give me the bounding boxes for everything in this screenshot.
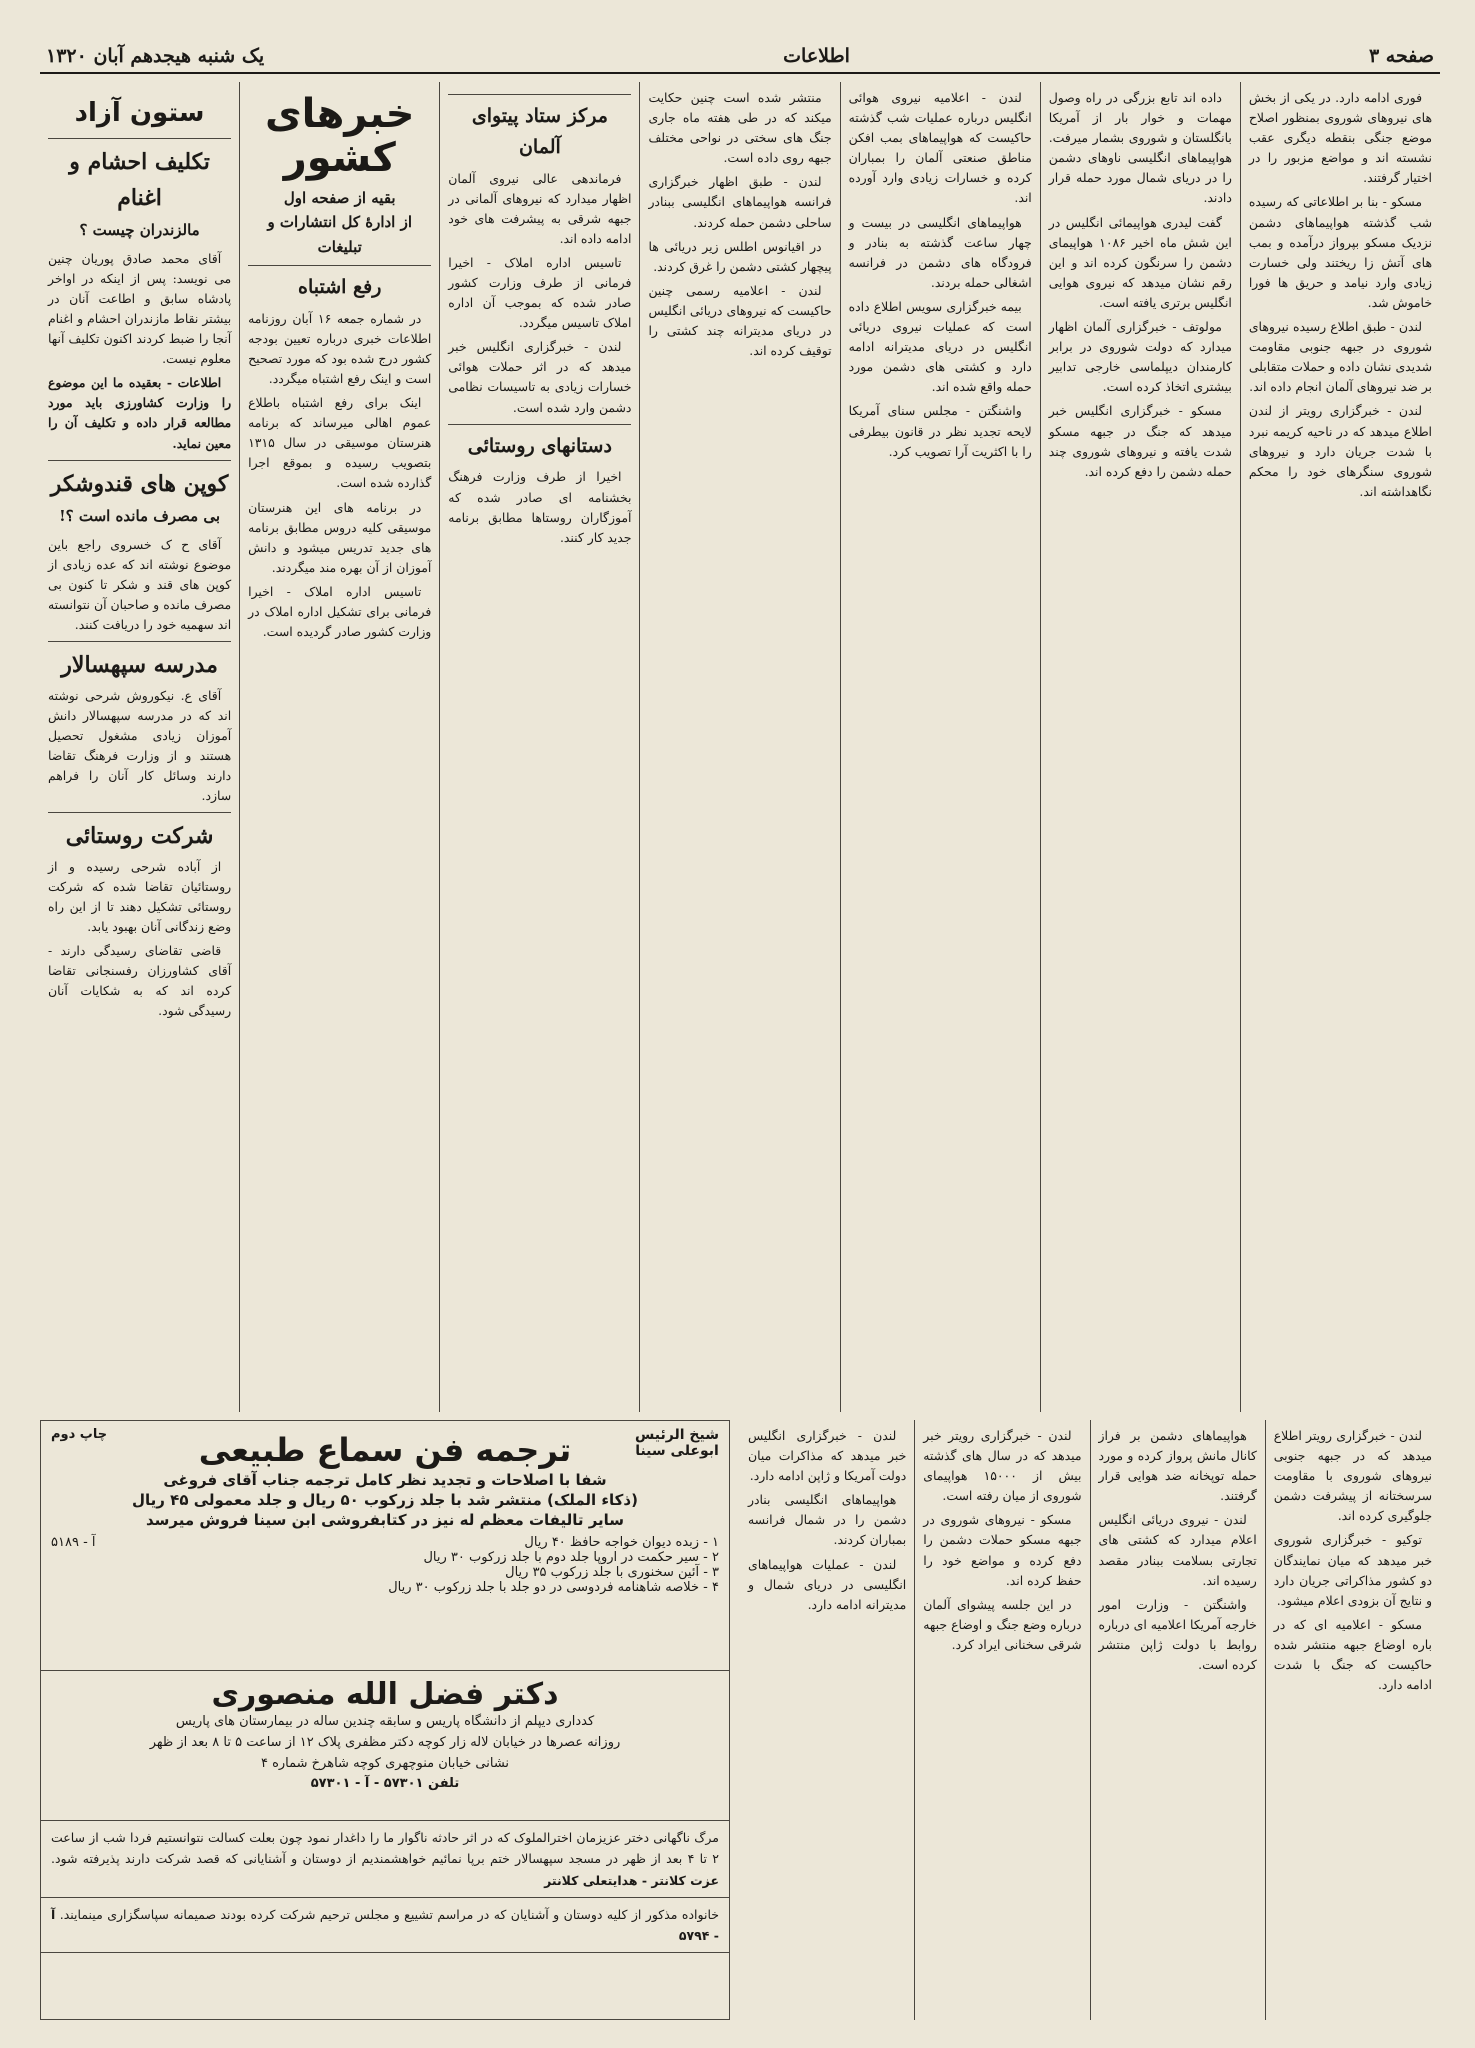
paragraph: قاضی تقاضای رسیدگی دارند - آقای کشاورزان رفسنجانی تقاضا کرده اند که به شکایات آنان رسیدگی شود. [48, 943, 232, 1019]
book-info: (ذکاء الملک) منتشر شد با جلد زرکوب ۵۰ ریال و جلد معمولی ۴۵ ریال [132, 1491, 638, 1509]
price-item: ۲ - سیر حکمت در اروپا جلد دوم با جلد زرکوب ۳۰ ریال [423, 1550, 719, 1565]
paragraph: اینک برای رفع اشتباه باطلاع عموم اهالی میرساند که برنامه هنرستان موسیقی در سال ۱۳۱۵ بتصویب رسیده و بموقع اجرا گذارده شده است. [248, 395, 432, 491]
column-5 [439, 82, 639, 1412]
column-6 [239, 82, 439, 1412]
feature-title: تکلیف احشام و اغنام [69, 149, 210, 211]
advertisement-block [40, 1420, 730, 2020]
doctor-hours: روزانه عصرها در خیابان لاله زار کوچه دکتر مظفری پلاک ۱۲ از ساعت ۵ تا ۸ بعد از ظهر [149, 1734, 621, 1750]
column-4 [639, 82, 839, 1412]
paragraph: واشنگتن - وزارت امور خارجه آمریکا اعلامیه ای درباره روابط با دولت ژاپن منتشر کرده است. [1098, 1596, 1257, 1673]
paragraph: لندن - خبرگزاری رویتر اطلاع میدهد که در جبهه جنوبی نیروهای شوروی با مقاومت سرسختانه از پیشرفت دشمن جلوگیری کرده اند. [1273, 1428, 1432, 1524]
free-column-title: ستون آزاد [48, 88, 231, 139]
book-other-works: سایر تالیفات معظم له نیز در کتابفروشی ابن سینا فروش میرسد [145, 1511, 625, 1529]
paragraph: بیمه خبرگزاری سویس اطلاع داده است که عملیات نیروی دریائی انگلیس در دریای مدیترانه ادامه دارد و کشتی های دشمن مورد حمله واقع شده اند. [848, 298, 1032, 395]
notice-text: مرگ ناگهانی دختر عزیزمان اخترالملوک که در اثر حادثه ناگوار ما را داغدار نمود چون بعلت کسالت نتوانستیم فردا شب از ساعت ۲ تا ۴ بعد از ظهر در مسجد سپهسالار ختم برپا نمائیم خواهشمندیم از دوستان و آشنایانی که قصد شرکت دارند پذیرفته شود. [51, 1830, 719, 1867]
paragraph: مسکو - بنا بر اطلاعاتی که رسیده شب گذشته هواپیماهای دشمن نزدیک مسکو بپرواز درآمده و بمب های آتش زا ریختند ولی خسارت زیادی وارد نیامد و حریق ها فورا خاموش شد. [1248, 194, 1432, 310]
paragraph: مسکو - نیروهای شوروی در جبهه مسکو حملات دشمن را دفع کرده و مواضع خود را حفظ کرده اند. [923, 1512, 1082, 1588]
paragraph: توکیو - خبرگزاری شوروی خبر میدهد که میان نمایندگان دو کشور مذاکراتی جریان دارد و نتایج آن بزودی اعلام میشود. [1273, 1532, 1432, 1608]
book-advertisement [41, 1421, 729, 1671]
paragraph: داده اند تابع بزرگی در راه وصول مهمات و خوار بار از آمریکا بانگلستان و شوروی بشمار میرفت. هواپیماهای انگلیسی ناوهای دشمن را در دریای شمال مورد حمله قرار دادند. [1048, 90, 1232, 206]
doctor-phone: تلفن ۵۷۳۰۱ - آ - ۵۷۳۰۱ [310, 1776, 460, 1792]
page-header [40, 40, 1440, 74]
paragraph: لندن - خبرگزاری انگلیس خبر میدهد که در اثر حملات هوائی خسارات زیادی به تاسیسات نظامی دشمن وارد شده است. [448, 339, 632, 415]
obituary-notice [41, 1821, 729, 1898]
paragraph: هواپیماهای انگلیسی در بیست و چهار ساعت گذشته به بنادر و فرودگاه های دشمن در فرانسه اشغالی حمله بردند. [848, 214, 1032, 290]
ad-code: آ - ۵۱۸۹ [51, 1535, 96, 1550]
paragraph: لندن - اعلامیه نیروی هوائی انگلیس درباره عملیات شب گذشته حاکیست که هواپیماهای بمب افکن مناطق صنعتی آلمان را بمباران کرده و خسارات زیادی وارد آورده اند. [848, 90, 1032, 206]
paragraph: لندن - طبق اطلاع رسیده نیروهای شوروی در جبهه جنوبی مقاومت شدیدی نشان داده و حملات متقابلی بر ضد نیروهای آلمان انجام داده اند. [1248, 319, 1432, 395]
paragraph: گفت لیدری هواپیمائی انگلیس در این شش ماه اخیر ۱۰۸۶ هواپیمای دشمن را سرنگون کرده اند و این رقم نشان میدهد که نیروی هوایی انگلیس برتری یافته است. [1048, 214, 1232, 310]
paragraph: لندن - عملیات هواپیماهای انگلیسی در دریای شمال و مدیترانه ادامه دارد. [748, 1556, 907, 1612]
page-date: یک شنبه هیجدهم آبان ۱۳۲۰ [46, 45, 265, 67]
paragraph: آقای ع. نیکوروش شرحی نوشته اند که در مدرسه سپهسالار دانش آموزان زیادی مشغول تحصیل هستند و از وزارت فرهنگ تقاضا دارند وسائل کار آنان را فراهم سازد. [48, 687, 232, 804]
price-item: ۳ - آئین سخنوری با جلد زرکوب ۳۵ ریال [505, 1565, 719, 1580]
lower-column-1 [1265, 1420, 1440, 2020]
book-prices [51, 1535, 719, 1595]
book-author [635, 1427, 719, 1459]
feature-title: شرکت روستائی [65, 823, 214, 850]
paragraph: اخیرا از طرف وزارت فرهنگ بخشنامه ای صادر شده که آموزگاران روستاها مطابق برنامه جدید کار کنند. [448, 469, 632, 545]
paragraph: لندن - خبرگزاری انگلیس خبر میدهد که مذاکرات میان دولت آمریکا و ژاپن ادامه دارد. [748, 1428, 907, 1484]
paragraph: مولوتف - خبرگزاری آلمان اظهار میدارد که دولت شوروی در برابر کارمندان دیپلماسی خارجی تدابیر بیشتری اتخاذ کرده است. [1048, 319, 1232, 395]
paragraph: هواپیماهای دشمن بر فراز کانال مانش پرواز کرده و مورد حمله توپخانه ضد هوایی قرار گرفتند. [1098, 1428, 1257, 1504]
paragraph: آقای محمد صادق پوریان چنین می نویسد: پس از اینکه در اواخر پادشاه سابق و اطاعت آنان در بیشتر نقاط مازندران احشام و اغنام آنجا را ضبط کردند اکنون تکلیف آنها معلوم نیست. [48, 250, 232, 367]
paragraph: لندن - خبرگزاری رویتر از لندن اطلاع میدهد که در ناحیه کریمه نبرد با شدت جریان دارد و نیروهای شوروی سنگرهای خود را محکم نگاهداشته اند. [1248, 403, 1432, 499]
lower-column-2 [1090, 1420, 1265, 2020]
paragraph: در اقیانوس اطلس زیر دریائی ها پیچهار کشتی دشمن را غرق کردند. [648, 238, 832, 274]
section-title: خبرهای کشور [265, 91, 415, 181]
headline: مرکز ستاد پیتوای آلمان [448, 94, 631, 163]
price-item: ۱ - زبده دیوان خواجه حافظ ۴۰ ریال [524, 1535, 719, 1550]
paragraph: فرماندهی عالی نیروی آلمان اظهار میدارد که نیروهای آلمانی در جبهه شرقی به پیشرفت های خود ادامه داده اند. [448, 170, 632, 246]
section-subtitle: بقیه از صفحه اول [283, 189, 396, 207]
paragraph: لندن - خبرگزاری رویتر خبر میدهد که در سال های گذشته بیش از ۱۵۰۰۰ هواپیمای شوروی از میان رفته است. [923, 1428, 1082, 1504]
book-title: ترجمه فن سماع طبیعی [198, 1431, 572, 1469]
article-columns [40, 82, 1440, 1412]
paragraph: از آباده شرحی رسیده و از روستائیان تقاضا شده که شرکت روستائی تشکیل دهند تا از این راه وضع زندگانی آنان بهبود یابد. [48, 858, 232, 935]
divider [48, 460, 231, 461]
column-3 [840, 82, 1040, 1412]
notice-text: خانواده مذکور از کلیه دوستان و آشنایان که در مراسم تشییع و مجلس ترحیم شرکت کرده بودند صمیمانه سپاسگزاری مینمایند. [59, 1906, 719, 1922]
notice-signature: عزت کلانتر - هدایتعلی کلانتر [544, 1872, 719, 1888]
feature-title: کوپن های قندوشکر [50, 470, 229, 497]
paragraph: در شماره جمعه ۱۶ آبان روزنامه اطلاعات خبری درباره تعیین بودجه کشور درج شده بود که مورد تصحیح است و اینک رفع اشتباه میگردد. [248, 310, 432, 386]
paragraph: هواپیماهای انگلیسی بنادر دشمن را در شمال فرانسه بمباران کردند. [748, 1492, 907, 1548]
column-1 [1240, 82, 1440, 1412]
column-7 [40, 82, 239, 1412]
paragraph: آقای ح ک خسروی راجع باین موضوع نوشته اند که عده زیادی از کوپن های قند و شکر تا کنون بی مصرف مانده و صاحبان آن نتوانسته اند سهمیه خود را دریافت کنند. [48, 536, 232, 632]
thanks-notice [41, 1898, 729, 1954]
headline: رفع اشتباه [248, 265, 431, 303]
headline: دستانهای روستائی [448, 424, 631, 462]
doctor-credentials: کدداری دیپلم از دانشگاه پاریس و سابقه چندین ساله در بیمارستان های پاریس [175, 1714, 595, 1729]
paragraph: اطلاعات - بعقیده ما این موضوع را وزارت کشاورزی باید مورد مطالعه قرار داده و تکلیف آن را معین نماید. [48, 375, 232, 451]
feature-subtitle: بی مصرف مانده است ؟! [59, 507, 221, 526]
paragraph: مسکو - خبرگزاری انگلیس خبر میدهد که جنگ در جبهه مسکو شدت یافته و نیروهای شوروی چند حمله دشمن را دفع کرده اند. [1048, 403, 1232, 479]
doctor-name: دکتر فضل الله منصوری [211, 1677, 559, 1712]
doctor-address: نشانی خیابان منوچهری کوچه شاهرخ شماره ۴ [260, 1755, 510, 1771]
paragraph: در این جلسه پیشوای آلمان درباره وضع جنگ و اوضاع جبهه شرقی سخنانی ایراد کرد. [923, 1596, 1082, 1652]
author-name: ابوعلی سینا [635, 1443, 719, 1459]
price-item: ۴ - خلاصه شاهنامه فردوسی در دو جلد با جلد زرکوب ۳۰ ریال [388, 1580, 719, 1595]
lower-article-columns [740, 1420, 1440, 2020]
section-kicker: از ادارهٔ کل انتشارات و تبلیغات [267, 213, 412, 256]
ad-code: آ - ۵۷۹۴ [51, 1906, 719, 1943]
newspaper-page [40, 40, 1440, 2015]
paragraph: تاسیس اداره املاک - اخیرا فرمانی از طرف وزارت کشور صادر شده که بموجب آن اداره املاک تاسیس میگردد. [448, 254, 632, 331]
price-list [388, 1535, 719, 1595]
paragraph: در برنامه های این هنرستان موسیقی کلیه دروس مطابق برنامه های جدید تدریس میشود و دانش آموزان از آن بهره مند میگردند. [248, 499, 432, 575]
feature-title: مدرسه سپهسالار [61, 651, 218, 678]
author-label: شیخ الرئیس [635, 1427, 719, 1443]
divider [48, 812, 231, 813]
column-2 [1040, 82, 1240, 1412]
paragraph: لندن - طبق اظهار خبرگزاری فرانسه هواپیماهای انگلیسی ببنادر ساحلی دشمن حمله کردند. [648, 174, 832, 230]
lower-column-4 [740, 1420, 914, 2020]
doctor-advertisement [41, 1671, 729, 1821]
paragraph: تاسیس اداره املاک - اخیرا فرمانی برای تشکیل اداره املاک در وزارت کشور صادر گردیده است. [248, 583, 432, 640]
paragraph: منتشر شده است چنین حکایت میکند که در طی هفته ماه جاری جنگ های سختی در نواحی مختلف جبهه روی داده است. [648, 90, 832, 166]
paragraph: مسکو - اعلامیه ای که در باره اوضاع جبهه منتشر شده حاکیست که جنگ با شدت ادامه دارد. [1273, 1616, 1432, 1693]
divider [48, 641, 231, 642]
paper-name: اطلاعات [783, 45, 850, 67]
paragraph: لندن - اعلامیه رسمی چنین حاکیست که نیروهای دریائی انگلیس در دریای مدیترانه چند کشتی را توقیف کرده اند. [648, 282, 832, 359]
paragraph: واشنگتن - مجلس سنای آمریکا لایحه تجدید نظر در قانون بیطرفی را با اکثریت آرا تصویب کرد. [848, 403, 1032, 459]
feature-subtitle: مالزندران چیست ؟ [79, 221, 200, 240]
paragraph: لندن - نیروی دریائی انگلیس اعلام میدارد که کشتی های تجارتی بسلامت ببنادر مقصد رسیده اند. [1098, 1512, 1257, 1588]
lower-column-3 [914, 1420, 1089, 2020]
book-edition: چاپ دوم [51, 1427, 108, 1442]
paragraph: فوری ادامه دارد. در یکی از بخش های نیروهای شوروی بمنظور اصلاح موضع جنگی بنقطه دیگری عقب نشسته اند و مواضع مزبور را در اختیار گرفتند. [1248, 90, 1432, 186]
book-subtitle: شفا با اصلاحات و تجدید نظر کامل ترجمه جناب آقای فروغی [163, 1471, 607, 1489]
page-number: صفحه ۳ [1368, 45, 1434, 67]
